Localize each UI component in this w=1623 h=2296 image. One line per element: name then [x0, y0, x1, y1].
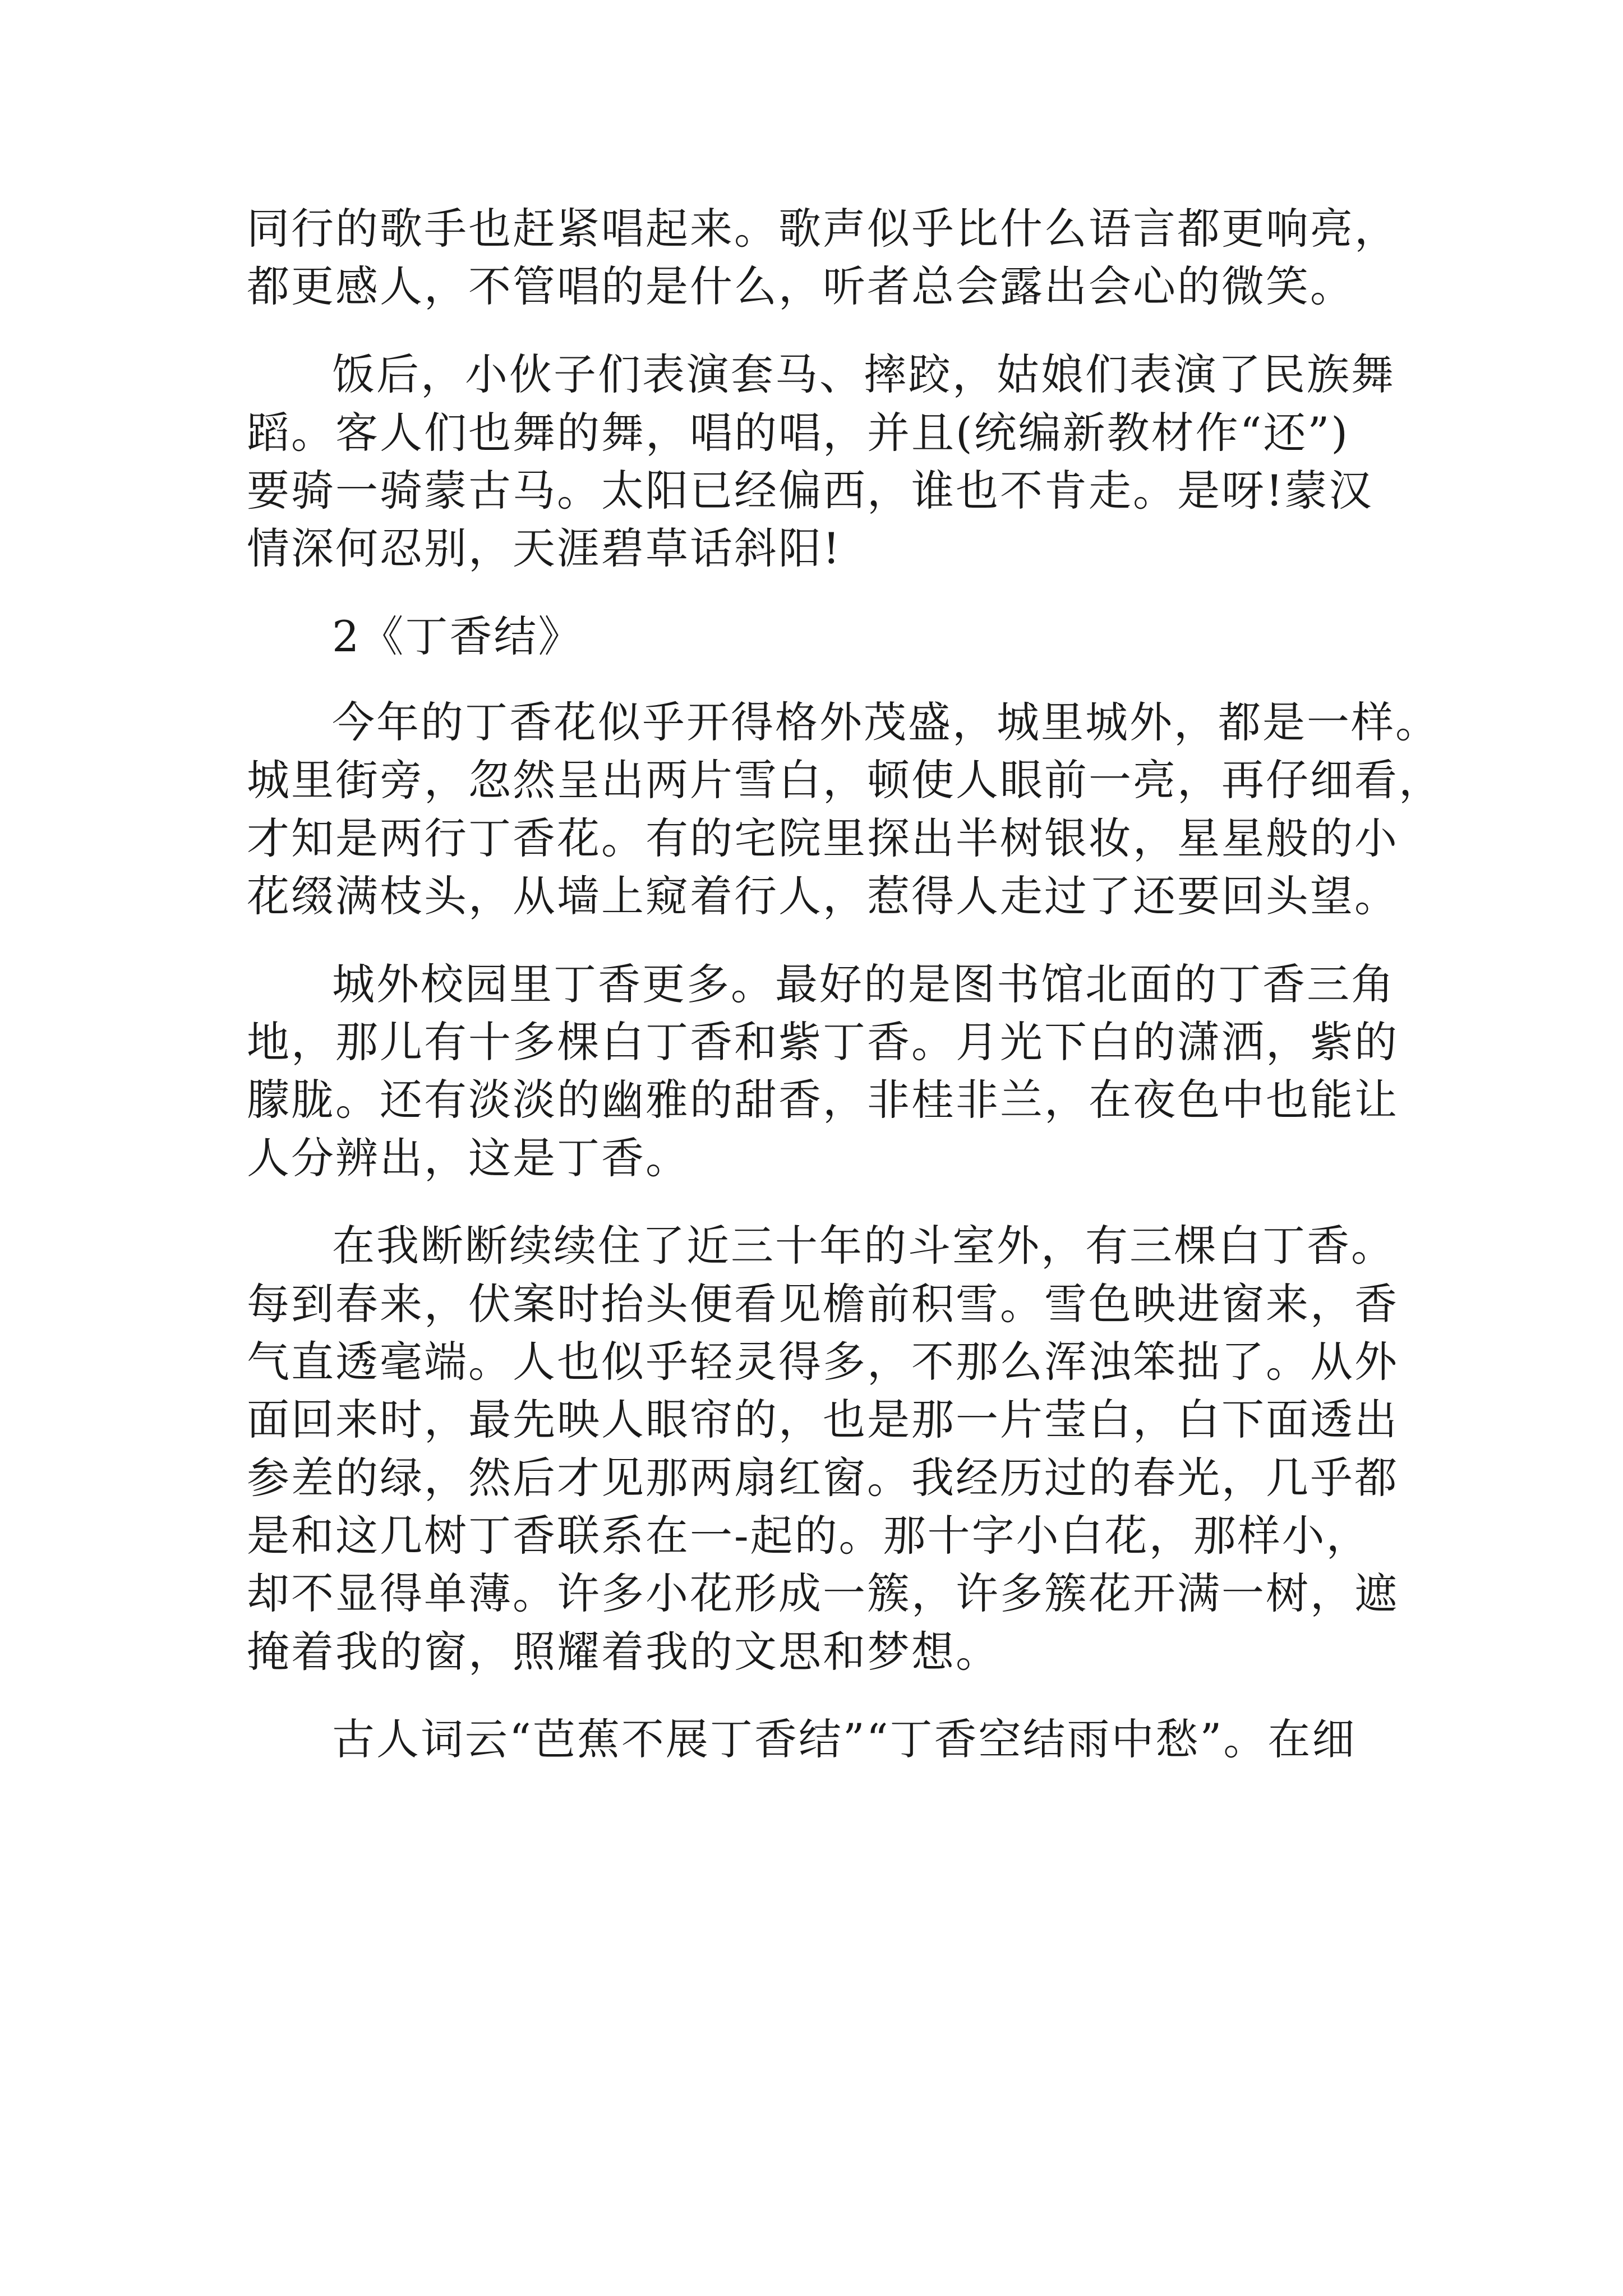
paragraph-start: 在我断断续续住了近三十年的斗室外，有三棵白丁香。 [332, 1221, 1395, 1271]
text-line: 面回来时，最先映人眼帘的，也是那一片莹白，白下面透出 [247, 1395, 1399, 1444]
text-line: 花缀满枝头，从墙上窥着行人，惹得人走过了还要回头望。 [247, 871, 1399, 921]
text-line: 朦胧。还有淡淡的幽雅的甜香，非桂非兰，在夜色中也能让 [247, 1075, 1399, 1125]
paragraph-start: 古人词云“芭蕉不展丁香结”“丁香空结雨中愁”。在细 [332, 1714, 1357, 1764]
paragraph-start: 城外校园里丁香更多。最好的是图书馆北面的丁香三角 [332, 959, 1395, 1009]
text-line: 蹈。客人们也舞的舞，唱的唱，并且(统编新教材作“还”) [247, 408, 1350, 458]
text-line: 掩着我的窗，照耀着我的文思和梦想。 [247, 1627, 1000, 1677]
paragraph-start: 饭后，小伙子们表演套马、摔跤，姑娘们表演了民族舞 [332, 349, 1395, 399]
section-heading: 2《丁香结》 [332, 611, 583, 661]
text-line: 地，那儿有十多棵白丁香和紫丁香。月光下白的潇洒，紫的 [247, 1017, 1399, 1067]
text-line: 气直透毫端。人也似乎轻灵得多，不那么浑浊笨拙了。从外 [247, 1337, 1399, 1387]
text-line: 同行的歌手也赶紧唱起来。歌声似乎比什么语言都更响亮， [247, 204, 1399, 254]
text-line: 情深何忍别，天涯碧草话斜阳! [247, 523, 842, 573]
text-line: 才知是两行丁香花。有的宅院里探出半树银妆，星星般的小 [247, 813, 1399, 863]
text-line: 参差的绿，然后才见那两扇红窗。我经历过的春光，几乎都 [247, 1453, 1399, 1503]
text-line: 要骑一骑蒙古马。太阳已经偏西，谁也不肯走。是呀!蒙汉 [247, 466, 1373, 516]
text-line: 却不显得单薄。许多小花形成一簇，许多簇花开满一树，遮 [247, 1568, 1399, 1618]
paragraph-start: 今年的丁香花似乎开得格外茂盛，城里城外，都是一样。 [332, 697, 1440, 747]
text-line: 人分辨出，这是丁香。 [247, 1133, 690, 1183]
text-line: 是和这几树丁香联系在一-起的。那十字小白花，那样小， [247, 1511, 1371, 1561]
text-line: 城里街旁，忽然呈出两片雪白，顿使人眼前一亮，再仔细看， [247, 755, 1443, 805]
text-line: 都更感人，不管唱的是什么，听者总会露出会心的微笑。 [247, 261, 1354, 311]
text-line: 每到春来，伏案时抬头便看见檐前积雪。雪色映进窗来，香 [247, 1279, 1399, 1329]
